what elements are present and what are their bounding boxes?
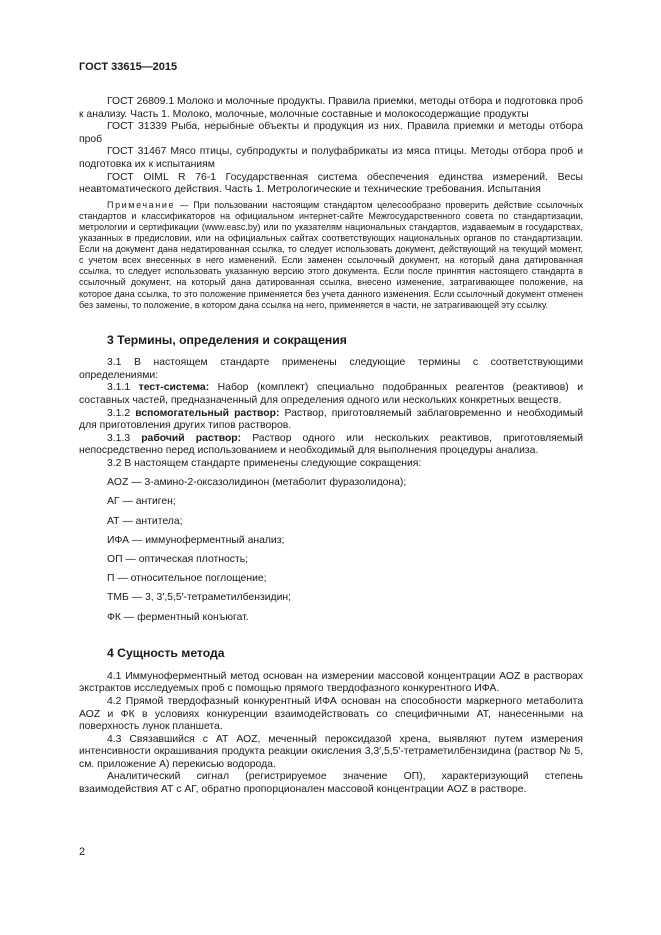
- term-number: 3.1.2: [107, 407, 131, 419]
- para-4-2: 4.2 Прямой твердофазный конкурентный ИФА основан на способности маркерного метаболита АОZ и ФК в условиях конкуренции взаимодействовать со специфичными АТ, нанесенными на поверхность лунок планшета.: [79, 695, 583, 733]
- para-4-3: 4.3 Связавшийся с АТ АОZ, меченный пероксидазой хрена, выявляют путем измерения интенсивности окрашивания продукта реакции окисления 3,3′,5,5′-тетраметилбензидина (раствор № 5, см. приложение А) перекисью водорода.: [79, 733, 583, 770]
- abbr-item: АOZ — 3-амино-2-оксазолидинон (метаболит фуразолидона);: [107, 477, 407, 489]
- abbr-item: ФК — ферментный конъюгат.: [107, 611, 249, 623]
- term-name: тест-система:: [138, 382, 210, 394]
- abbr-item: ТМБ — 3, 3′,5,5′-тетраметилбензидин;: [107, 592, 292, 604]
- page-number: 2: [79, 846, 86, 858]
- abbr-item: ОП — оптическая плотность;: [107, 553, 249, 565]
- term-3-1-2: [79, 408, 583, 433]
- para-3-1: 3.1 В настоящем стандарте применены следующие термины с соответствующими определениями:: [79, 357, 583, 381]
- section-3-title: 3 Термины, определения и сокращения: [107, 332, 347, 347]
- term-number: 3.1.1: [107, 382, 131, 394]
- page-content: [79, 96, 583, 797]
- note-text: — При пользовании настоящим стандартом целесообразно проверить действие ссылочных стандартов и классификаторов на официальном интернет-сайте Межгосударственного совета по стандартизации, метрологии и сертификации (www.easc.by) или по указателям национальных стандартов, издаваемым в государствах, указанных в предисловии, или на официальных сайтах соответствующих национальных органов по стандартизации. Если на документ дана недатированная ссылка, то следует использовать документ, действующий на текущий момент, с учетом всех внесенных в него изменений. Если заменен ссылочный документ, на который дана датированная ссылка, то следует использовать указанную версию этого документа. Если после принятия настоящего стандарта в ссылочный документ, на который дана датированная ссылка, внесено изменение, затрагивающее положение, на которое дана ссылка, то это положение применяется без учета данного изменения. Если ссылочный документ отменен без замены, то положение, в котором дана ссылка на него, применяется в части, не затрагивающей эту ссылку.: [79, 199, 583, 310]
- term-3-1-1: [79, 382, 583, 407]
- term-definition: Раствор, приготовляемый заблаговременно и необходимый для приготовления других типов растворов.: [79, 407, 583, 432]
- term-number: 3.1.3: [107, 432, 131, 444]
- ref-gost-31339: ГОСТ 31339 Рыба, нерыбные объекты и продукция из них. Правила приемки и методы отбора проб: [79, 121, 583, 145]
- para-4-1: 4.1 Иммуноферментный метод основан на измерении массовой концентрации АОZ в растворах экстрактов исследуемых проб с помощью прямого твердофазного конкурентного ИФА.: [79, 670, 583, 695]
- document-header: ГОСТ 33615—2015: [79, 61, 178, 73]
- ref-oiml-r76: ГОСТ OIML R 76-1 Государственная система обеспечения единства измерений. Весы неавтоматического действия. Часть 1. Метрологические и технические требования. Испытания: [79, 171, 583, 196]
- abbr-item: АТ — антитела;: [107, 515, 183, 527]
- ref-gost-26809: ГОСТ 26809.1 Молоко и молочные продукты. Правила приемки, методы отбора и подготовка проб к анализу. Часть 1. Молоко, молочные, молочные составные и молокосодержащие продукты: [79, 96, 583, 120]
- abbr-item: ИФА — иммуноферментный анализ;: [107, 534, 285, 546]
- para-4-4: Аналитический сигнал (регистрируемое значение ОП), характеризующий степень взаимодействия АТ с АГ, обратно пропорционален массовой концентрации АОZ в растворе.: [79, 771, 583, 796]
- term-name: вспомогательный раствор:: [135, 407, 280, 419]
- section-4-title: 4 Сущность метода: [107, 646, 225, 661]
- note-label: Примечание: [107, 199, 176, 210]
- term-3-1-3: [79, 433, 583, 458]
- para-3-2: 3.2 В настоящем стандарте применены следующие сокращения:: [107, 458, 422, 470]
- note-paragraph: [79, 200, 583, 311]
- abbr-item: П — относительное поглощение;: [107, 573, 267, 585]
- term-name: рабочий раствор:: [141, 432, 242, 444]
- abbr-item: АГ — антиген;: [107, 496, 176, 508]
- term-definition: Раствор одного или нескольких реактивов, приготовляемый непосредственно перед использованием и необходимый для выполнения процедуры анализа.: [79, 432, 583, 457]
- ref-gost-31467: ГОСТ 31467 Мясо птицы, субпродукты и полуфабрикаты из мяса птицы. Методы отбора проб и подготовка их к испытаниям: [79, 146, 583, 170]
- term-definition: Набор (комплект) специально подобранных реагентов (реактивов) и составных частей, предназначенный для определения одного или нескольких конкретных веществ.: [79, 382, 583, 407]
